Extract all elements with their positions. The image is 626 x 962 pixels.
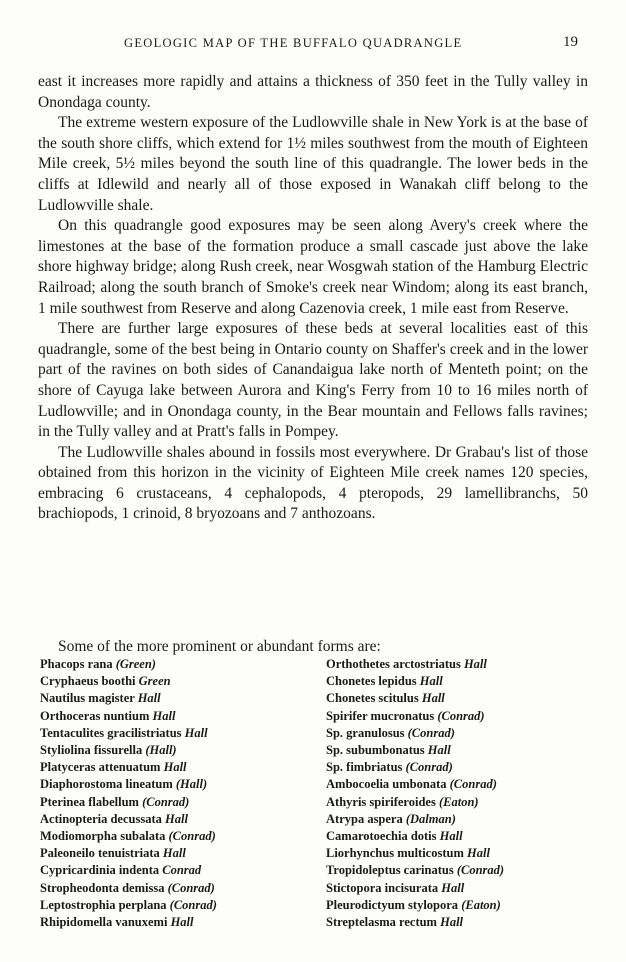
species-author: Hall	[427, 743, 451, 758]
species-author: (Green)	[115, 657, 156, 671]
species-name: Styliolina fissurella	[40, 743, 143, 758]
running-title: GEOLOGIC MAP OF THE BUFFALO QUADRANGLE	[124, 36, 463, 50]
species-name: Orthothetes arctostriatus	[326, 657, 461, 671]
species-author: Hall	[152, 708, 176, 723]
species-author: Hall	[163, 760, 187, 775]
species-author: Hall	[184, 725, 208, 740]
species-author: (Dalman)	[405, 811, 456, 826]
species-name: Orthoceras nuntium	[40, 708, 150, 723]
species-author: (Conrad)	[405, 760, 453, 775]
species-author: (Hall)	[175, 777, 208, 792]
species-name: Pleurodictyum stylopora	[326, 897, 459, 912]
species-entry	[40, 897, 217, 914]
species-name: Platyceras attenuatum	[40, 760, 161, 775]
species-author: Hall	[440, 915, 464, 930]
species-entry	[40, 845, 217, 862]
species-name: Diaphorostoma lineatum	[40, 777, 173, 792]
species-author: Hall	[165, 811, 188, 826]
paragraph-fossils: The Ludlowville shales abound in fossils most everywhere. Dr Grabau's list of those obtained from this horizon in the vicinity of Eighteen Mile creek names 120 species, embracing 6 crustaceans, 4 cephalopods, 4 pteropods, 29 lamellibranchs, 50 brachiopods, 1 crinoid, 8 bryozoans and 7 anthozoans.	[38, 443, 588, 523]
species-entry	[326, 897, 504, 914]
page-number: 19	[563, 34, 578, 50]
species-author: (Eaton)	[438, 794, 479, 809]
species-name: Actinopteria decussata	[40, 811, 162, 826]
species-name: Chonetes lepidus	[326, 674, 417, 689]
body-text	[38, 72, 588, 525]
species-entry	[326, 759, 504, 776]
species-name: Chonetes scitulus	[326, 691, 419, 706]
species-entry	[326, 690, 504, 707]
species-name: Streptelasma rectum	[326, 915, 437, 930]
species-entry	[326, 794, 504, 811]
species-name: Nautilus magister	[40, 691, 135, 706]
species-list-left	[40, 656, 217, 931]
paragraph-continued: east it increases more rapidly and attains a thickness of 350 feet in the Tully valley in Onondaga county.	[38, 73, 588, 111]
species-name: Pterinea flabellum	[40, 794, 139, 809]
species-author: (Conrad)	[169, 897, 217, 912]
species-author: (Conrad)	[407, 725, 455, 740]
species-author: (Conrad)	[168, 829, 216, 844]
species-name: Sp. subumbonatus	[326, 743, 425, 758]
species-author: Hall	[137, 691, 161, 706]
species-entry	[40, 673, 217, 690]
species-author: (Hall)	[145, 743, 177, 758]
species-entry	[40, 742, 217, 759]
species-author: Hall	[463, 657, 487, 671]
species-list-intro: Some of the more prominent or abundant forms are:	[58, 638, 381, 655]
species-author: Hall	[421, 691, 445, 706]
species-author: (Conrad)	[167, 880, 215, 895]
species-name: Sp. fimbriatus	[326, 760, 403, 775]
paragraph-quadrangle-exposures: On this quadrangle good exposures may be seen along Avery's creek where the limestones at the base of the formation produce a small cascade just above the lake shore highway bridge; along Rush creek, near Wosgwah station of the Hamburg Electric Railroad; along the south branch of Smoke's creek near Windom; along its east branch, 1 mile southwest from Reserve and along Cazenovia creek, 1 mile east from Reserve.	[38, 217, 588, 317]
species-entry	[326, 880, 504, 897]
species-entry	[326, 776, 504, 793]
species-entry	[326, 862, 504, 879]
paragraph-western-exposure: The extreme western exposure of the Ludlowville shale in New York is at the base of the south shore cliffs, which extend for 1½ miles southwest from the mouth of Eighteen Mile creek, 5½ miles beyond the south line of this quadrangle. The lower beds in the cliffs at Idlewild and nearly all of those exposed in Wanakah cliff belong to the Ludlowville shale.	[38, 114, 588, 214]
species-name: Phacops rana	[40, 657, 113, 671]
species-entry	[326, 708, 504, 725]
species-entry	[40, 880, 217, 897]
species-author: Hall	[467, 846, 490, 861]
species-author: (Eaton)	[461, 897, 501, 912]
species-entry	[326, 845, 504, 862]
species-entry	[326, 725, 504, 742]
species-name: Spirifer mucronatus	[326, 708, 435, 723]
species-entry	[40, 656, 217, 673]
paragraph-eastern-exposures: There are further large exposures of these beds at several localities east of this quadrangle, some of the best being in Ontario county on Shaffer's creek and in the lower part of the ravines on both sides of Canandaigua lake north of Menteth point; on the shore of Cayuga lake between Aurora and King's Ferry from 10 to 16 miles north of Ludlowville; and in Onondaga county, in the Bear mountain and Fellows falls ravines; in the Tully valley and at Pratt's falls in Pompey.	[38, 320, 588, 441]
species-author: (Conrad)	[142, 794, 190, 809]
species-entry	[40, 708, 217, 725]
species-name: Athyris spiriferoides	[326, 794, 436, 809]
species-name: Sp. granulosus	[326, 725, 405, 740]
species-name: Ambocoelia umbonata	[326, 777, 447, 792]
species-list-right	[326, 656, 504, 931]
species-entry	[40, 776, 217, 793]
species-name: Modiomorpha subalata	[40, 829, 166, 844]
species-author: Hall	[162, 846, 186, 861]
species-author: Conrad	[162, 863, 202, 878]
species-entry	[40, 828, 217, 845]
species-name: Leptostrophia perplana	[40, 897, 167, 912]
running-head	[60, 34, 578, 54]
species-entry	[40, 759, 217, 776]
species-name: Liorhynchus multicostum	[326, 846, 464, 861]
species-name: Cypricardinia indenta	[40, 863, 160, 878]
species-entry	[40, 811, 217, 828]
species-name: Stropheodonta demissa	[40, 880, 165, 895]
species-entry	[40, 690, 217, 707]
species-entry	[326, 914, 504, 931]
species-entry	[40, 725, 217, 742]
species-author: Hall	[441, 880, 465, 895]
species-entry	[326, 673, 504, 690]
species-name: Tropidoleptus carinatus	[326, 863, 454, 878]
species-entry	[40, 862, 217, 879]
species-entry	[40, 794, 217, 811]
species-name: Rhipidomella vanuxemi	[40, 915, 168, 930]
species-name: Camarotoechia dotis	[326, 829, 437, 844]
species-author: Hall	[439, 829, 463, 844]
species-entry	[326, 742, 504, 759]
species-author: Hall	[419, 674, 443, 689]
species-entry	[326, 811, 504, 828]
species-name: Cryphaeus boothi	[40, 674, 136, 689]
species-entry	[40, 914, 217, 931]
species-author: (Conrad)	[449, 777, 497, 792]
species-author: Green	[138, 674, 171, 689]
species-name: Paleoneilo tenuistriata	[40, 846, 160, 861]
species-entry	[326, 828, 504, 845]
species-name: Stictopora incisurata	[326, 880, 439, 895]
species-entry	[326, 656, 504, 673]
species-author: (Conrad)	[456, 863, 505, 878]
species-name: Tentaculites gracilistriatus	[40, 725, 182, 740]
species-author: (Conrad)	[437, 708, 485, 723]
species-name: Atrypa aspera	[326, 811, 403, 826]
species-author: Hall	[170, 915, 194, 930]
